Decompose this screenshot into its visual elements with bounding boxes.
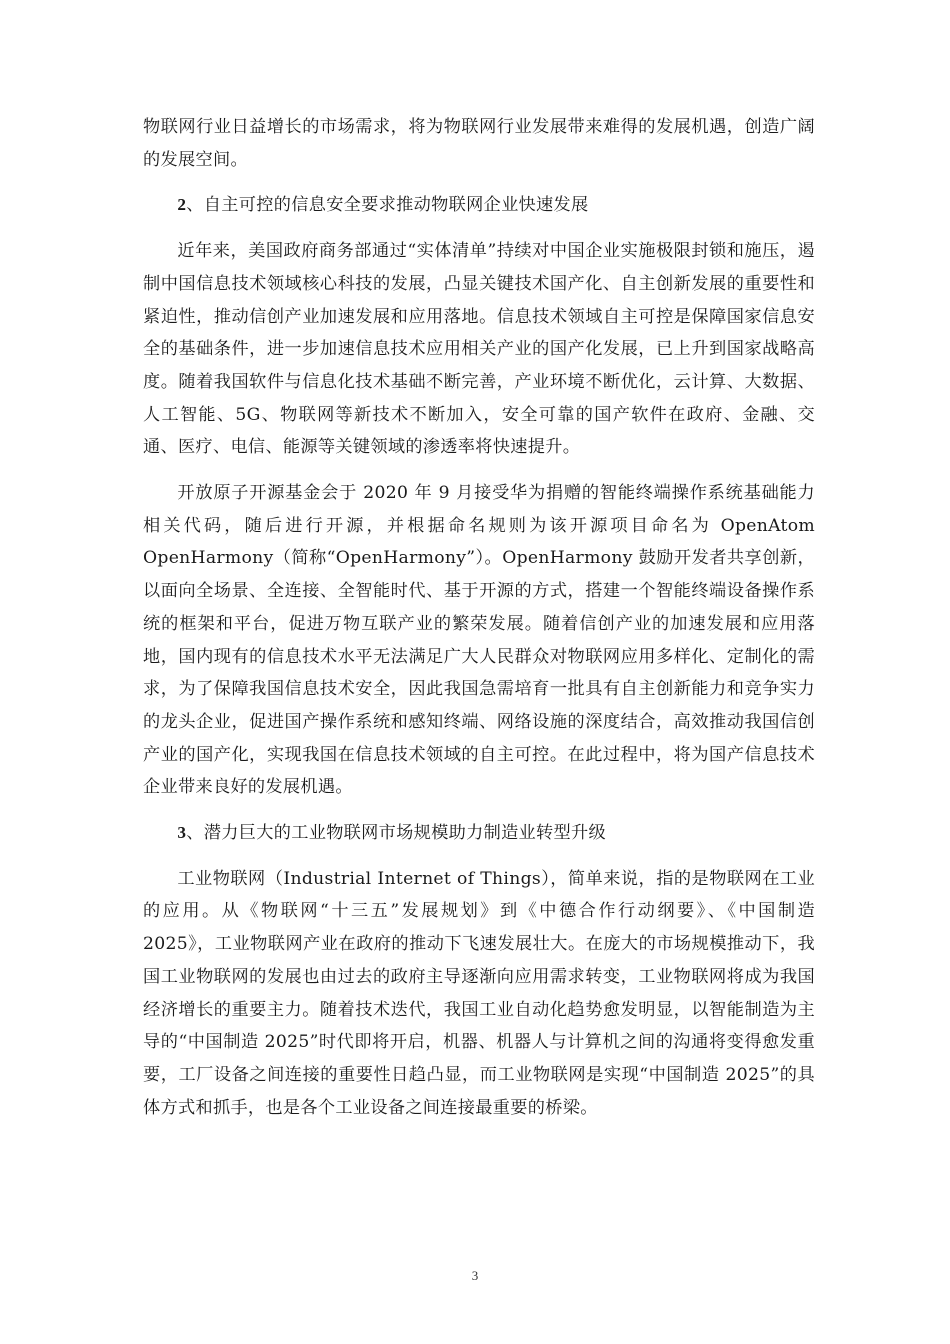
paragraph-openharmony: 开放原子开源基金会于 2020 年 9 月接受华为捐赠的智能终端操作系统基础能力相关代码，随后进行开源，并根据命名规则为该开源项目命名为 OpenAtom OpenHarmony（简称“OpenHarmony”）。OpenHarmony 鼓励开发者共享创新，以面向全场景、全连接、全智能时代、基于开源的方式，搭建一个智能终端设备操作系统的框架和平台，促进万物互联产业的繁荣发展。随着信创产业的加速发展和应用落地，国内现有的信息技术水平无法满足广大人民群众对物联网应用多样化、定制化的需求，为了保障我国信息技术安全，因此我国急需培育一批具有自主创新能力和竞争实力的龙头企业，促进国产操作系统和感知终端、网络设施的深度结合，高效推动我国信创产业的国产化，实现我国在信息技术领域的自主可控。在此过程中，将为国产信息技术企业带来良好的发展机遇。 <box>143 483 815 798</box>
section-heading-2-text: 、自主可控的信息安全要求推动物联网企业快速发展 <box>186 195 589 216</box>
section-heading-3-number: 3 <box>177 823 187 843</box>
paragraph-industrial-iot: 工业物联网（Industrial Internet of Things），简单来说，指的是物联网在工业的应用。从《物联网“十三五”发展规划》到《中德合作行动纲要》、《中国制造 2025》，工业物联网产业在政府的推动下飞速发展壮大。在庞大的市场规模推动下，我国工业物联网的发展也由过去的政府主导逐渐向应用需求转变，工业物联网将成为我国经济增长的重要主力。随着技术迭代，我国工业自动化趋势愈发明显，以智能制造为主导的“中国制造 2025”时代即将开启，机器、机器人与计算机之间的沟通将变得愈发重要，工厂设备之间连接的重要性日趋凸显，而工业物联网是实现“中国制造 2025”的具体方式和抓手，也是各个工业设备之间连接最重要的桥梁。 <box>143 868 815 1118</box>
document-body <box>143 111 815 1137</box>
section-heading-2-number: 2 <box>177 195 187 215</box>
page-number: 3 <box>471 1268 479 1283</box>
paragraph-continuation: 物联网行业日益增长的市场需求，将为物联网行业发展带来难得的发展机遇，创造广阔的发展空间。 <box>143 117 815 170</box>
section-heading-3-text: 、潜力巨大的工业物联网市场规模助力制造业转型升级 <box>186 823 606 844</box>
section-heading-2 <box>143 189 815 222</box>
paragraph-entity-list: 近年来，美国政府商务部通过“实体清单”持续对中国企业实施极限封锁和施压，遏制中国信息技术领域核心科技的发展，凸显关键技术国产化、自主创新发展的重要性和紧迫性，推动信创产业加速发展和应用落地。信息技术领域自主可控是保障国家信息安全的基础条件，进一步加速信息技术应用相关产业的国产化发展，已上升到国家战略高度。随着我国软件与信息化技术基础不断完善，产业环境不断优化，云计算、大数据、人工智能、5G、物联网等新技术不断加入，安全可靠的国产软件在政府、金融、交通、医疗、电信、能源等关键领域的渗透率将快速提升。 <box>143 241 815 458</box>
section-heading-3 <box>143 817 815 850</box>
